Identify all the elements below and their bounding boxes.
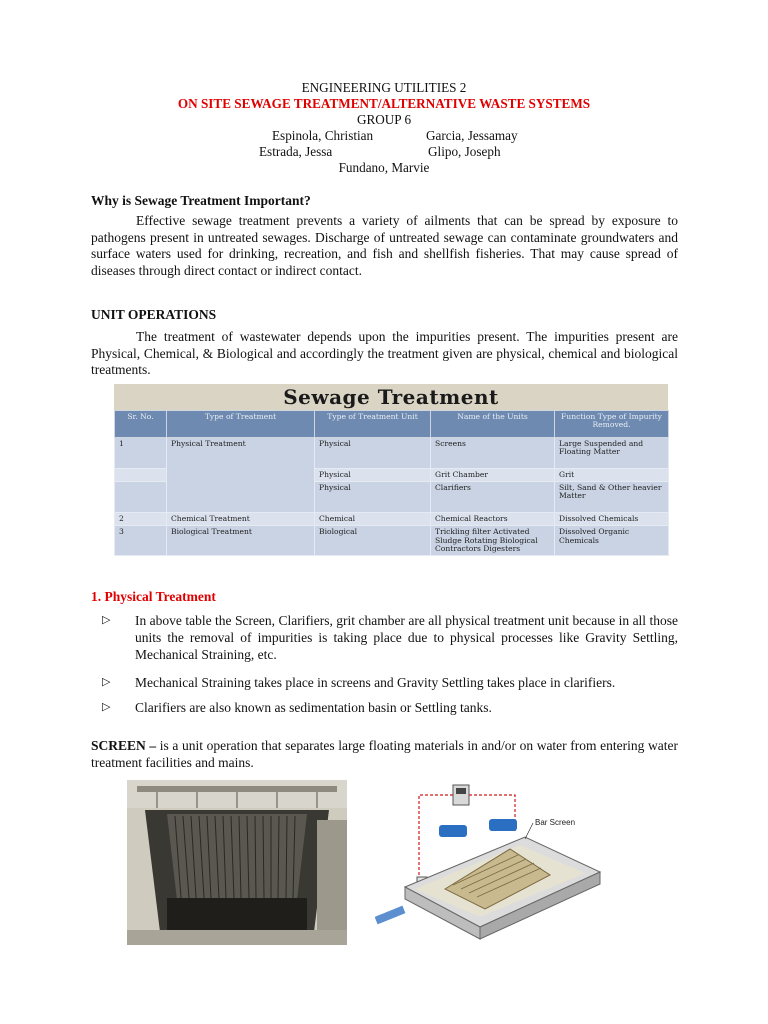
unit-paragraph-text: The treatment of wastewater depends upon the impurities present. The impurities present are Physical, Chemical, & Biological and accordingly the treatment given are physical, chemical and biological treatments. xyxy=(91,329,678,378)
sewage-table xyxy=(114,410,669,556)
table-cell: Screens xyxy=(431,438,555,469)
why-paragraph xyxy=(91,213,678,279)
table-cell: Dissolved Chemicals xyxy=(555,513,669,526)
table-header-cell: Name of the Units xyxy=(431,411,555,438)
table-cell: Grit Chamber xyxy=(431,469,555,482)
member-bottom: Fundano, Marvie xyxy=(338,160,430,175)
screen-channel-photo xyxy=(127,780,347,945)
group-label: GROUP 6 xyxy=(356,112,412,127)
table-cell xyxy=(115,482,167,513)
member-right-2: Glipo, Joseph xyxy=(428,144,501,159)
triangle-bullet-icon: ▷ xyxy=(102,676,111,688)
course-title: ENGINEERING UTILITIES 2 xyxy=(301,80,467,95)
table-cell: Physical Treatment xyxy=(167,438,315,513)
table-header-row xyxy=(115,411,669,438)
table-row xyxy=(115,513,669,526)
screen-definition xyxy=(91,738,678,771)
table-header-cell: Sr. No. xyxy=(115,411,167,438)
physical-bullets xyxy=(102,612,678,716)
list-item xyxy=(102,699,678,716)
unit-paragraph xyxy=(91,329,678,379)
table-cell: Physical xyxy=(315,438,431,469)
member-left-1: Espinola, Christian xyxy=(272,128,374,143)
table-header-cell: Type of Treatment Unit xyxy=(315,411,431,438)
bullet-text: In above table the Screen, Clarifiers, grit chamber are all physical treatment unit because in all those units the removal of impurities is taking place due to physical processes like Gravity Settling, Mechanical Straining, etc. xyxy=(135,613,678,662)
list-item xyxy=(102,612,678,663)
table-header-cell: Type of Treatment xyxy=(167,411,315,438)
screen-definition-text: is a unit operation that separates large floating materials in and/or on water from entering water treatment facilities and mains. xyxy=(91,738,679,770)
table-cell: Biological xyxy=(315,526,431,556)
table-cell: Chemical Reactors xyxy=(431,513,555,526)
bar-screen-graphic xyxy=(375,777,608,945)
table-cell: 3 xyxy=(115,526,167,556)
unit-operations-heading: UNIT OPERATIONS xyxy=(91,307,217,322)
table-cell: Dissolved Organic Chemicals xyxy=(555,526,669,556)
member-left-2: Estrada, Jessa xyxy=(259,144,333,159)
triangle-bullet-icon: ▷ xyxy=(102,614,111,626)
member-right-1: Garcia, Jessamay xyxy=(426,128,518,143)
bullet-text: Clarifiers are also known as sedimentation basin or Settling tanks. xyxy=(135,700,492,715)
table-cell: Physical xyxy=(315,469,431,482)
document-title: ON SITE SEWAGE TREATMENT/ALTERNATIVE WASTE SYSTEMS xyxy=(177,96,591,111)
table-cell: Clarifiers xyxy=(431,482,555,513)
triangle-bullet-icon: ▷ xyxy=(102,701,111,713)
table-cell: 2 xyxy=(115,513,167,526)
bar-screen-label: Bar Screen xyxy=(535,818,576,827)
table-cell: Biological Treatment xyxy=(167,526,315,556)
table-cell: Chemical Treatment xyxy=(167,513,315,526)
bar-screen-diagram xyxy=(375,777,608,945)
bullet-text: Mechanical Straining takes place in screens and Gravity Settling takes place in clarifiers. xyxy=(135,675,616,690)
table-cell: Chemical xyxy=(315,513,431,526)
list-item xyxy=(102,674,678,691)
table-header-cell: Function Type of Impurity Removed. xyxy=(555,411,669,438)
table-cell: Large Suspended and Floating Matter xyxy=(555,438,669,469)
why-paragraph-text: Effective sewage treatment prevents a variety of ailments that can be spread by exposure to pathogens present in untreated sewages. Discharge of untreated sewage can contaminate groundwaters and surface waters used for drinking, recreation, and fish and shellfish fisheries. That may cause spread of diseases through direct contact or indirect contact. xyxy=(91,213,678,278)
table-cell xyxy=(115,469,167,482)
why-heading: Why is Sewage Treatment Important? xyxy=(91,193,311,208)
table-cell: Trickling filter Activated Sludge Rotating Biological Contractors Digesters xyxy=(431,526,555,556)
table-cell: Silt, Sand & Other heavier Matter xyxy=(555,482,669,513)
screen-photo-graphic xyxy=(127,780,347,945)
table-cell: Physical xyxy=(315,482,431,513)
table-cell: Grit xyxy=(555,469,669,482)
table-row xyxy=(115,526,669,556)
sewage-treatment-table-image xyxy=(114,384,668,564)
sewage-table-title: Sewage Treatment xyxy=(114,384,668,410)
physical-treatment-heading: 1. Physical Treatment xyxy=(91,589,216,604)
table-cell: 1 xyxy=(115,438,167,469)
table-row xyxy=(115,438,669,469)
screen-term: SCREEN – xyxy=(91,738,157,753)
